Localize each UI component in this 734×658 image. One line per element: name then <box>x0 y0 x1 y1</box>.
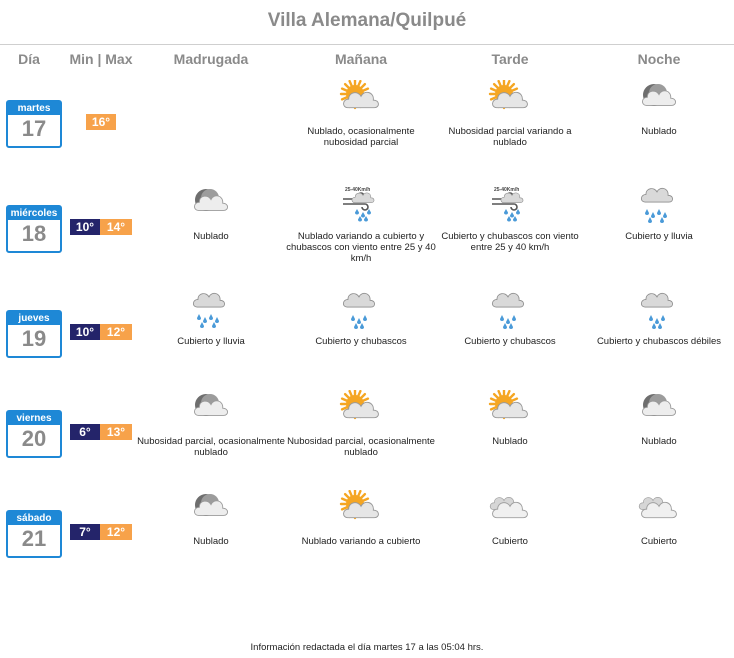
forecast-description: Cubierto y lluvia <box>625 231 693 242</box>
forecast-cell-noche <box>584 390 734 447</box>
header-min-max: Min | Max <box>69 51 133 67</box>
weekday-label: viernes <box>8 412 60 425</box>
showers-cloud-icon <box>286 290 436 330</box>
svg-text:25-40Km/h: 25-40Km/h <box>494 187 520 193</box>
forecast-cell-noche <box>584 80 734 137</box>
day-calendar <box>6 100 62 148</box>
forecast-description: Nublado variando a cubierto y chubascos con viento entre 25 y 40 km/h <box>286 231 436 264</box>
day-calendar <box>6 205 62 253</box>
forecast-description: Nublado <box>193 536 229 547</box>
day-calendar <box>6 310 62 358</box>
sun-cloud-icon <box>435 390 585 430</box>
showers-cloud-icon <box>584 290 734 330</box>
forecast-description: Nublado <box>193 231 229 242</box>
sun-cloud-icon <box>435 80 585 120</box>
moon-cloud-icon <box>584 80 734 120</box>
min-temp: 10° <box>70 219 100 235</box>
forecast-description: Nublado <box>641 436 677 447</box>
date-number: 20 <box>21 426 47 451</box>
forecast-cell-tarde <box>435 490 585 547</box>
weekday-label: martes <box>8 102 60 115</box>
min-temp: 10° <box>70 324 100 340</box>
forecast-cell-manana <box>286 185 436 264</box>
temperature-range <box>70 524 132 540</box>
forecast-description: Cubierto y chubascos con viento entre 25 y 40 km/h <box>441 231 579 253</box>
header-dia: Día <box>18 51 40 67</box>
temperature-range <box>70 114 132 130</box>
forecast-description: Cubierto y chubascos <box>464 336 556 347</box>
sun-cloud-icon <box>286 80 436 120</box>
forecast-description: Nublado, ocasionalmente nubosidad parcial <box>307 126 415 148</box>
header-tarde: Tarde <box>491 51 529 67</box>
forecast-cell-madrugada <box>136 185 286 242</box>
header-madrugada: Madrugada <box>173 51 249 67</box>
showers-cloud-icon <box>435 290 585 330</box>
max-temp: 16° <box>86 114 116 130</box>
forecast-cell-manana <box>286 490 436 547</box>
max-temp: 13° <box>100 424 132 440</box>
forecast-description: Nubosidad parcial variando a nublado <box>448 126 572 148</box>
forecast-description: Nublado <box>492 436 528 447</box>
rain-cloud-icon <box>136 290 286 330</box>
day-calendar <box>6 410 62 458</box>
forecast-cell-noche <box>584 490 734 547</box>
weekday-label: jueves <box>8 312 60 325</box>
max-temp: 12° <box>100 524 132 540</box>
cloudy-icon <box>584 490 734 530</box>
rain-cloud-icon <box>584 185 734 225</box>
svg-text:25-40Km/h: 25-40Km/h <box>345 187 371 193</box>
weekday-label: sábado <box>8 512 60 525</box>
temperature-range <box>70 219 132 235</box>
day-calendar <box>6 510 62 558</box>
forecast-cell-noche <box>584 185 734 242</box>
sun-cloud-icon <box>286 490 436 530</box>
sun-cloud-icon <box>286 390 436 430</box>
forecast-cell-noche <box>584 290 734 347</box>
wind-rain-icon <box>286 185 436 225</box>
date-number: 19 <box>21 326 47 351</box>
forecast-description: Cubierto y lluvia <box>177 336 245 347</box>
forecast-description: Nubosidad parcial, ocasionalmente nublado <box>287 436 435 458</box>
forecast-cell-manana <box>286 80 436 148</box>
header-noche: Noche <box>637 51 681 67</box>
forecast-cell-tarde <box>435 80 585 148</box>
header-divider <box>0 44 734 45</box>
date-number: 17 <box>21 116 47 141</box>
moon-cloud-icon <box>136 490 286 530</box>
forecast-cell-madrugada <box>136 490 286 547</box>
forecast-cell-tarde <box>435 185 585 253</box>
header-manana: Mañana <box>334 51 388 67</box>
weekday-label: miércoles <box>8 207 60 220</box>
max-temp: 12° <box>100 324 132 340</box>
temperature-range <box>70 424 132 440</box>
forecast-description: Nubosidad parcial, ocasionalmente nublado <box>137 436 285 458</box>
wind-rain-icon <box>435 185 585 225</box>
forecast-description: Cubierto <box>641 536 677 547</box>
moon-cloud-icon <box>584 390 734 430</box>
date-number: 18 <box>21 221 47 246</box>
min-temp: 6° <box>70 424 100 440</box>
forecast-description: Nublado <box>641 126 677 137</box>
forecast-cell-tarde <box>435 390 585 447</box>
forecast-row <box>0 510 734 610</box>
forecast-description: Nublado variando a cubierto <box>301 536 421 547</box>
moon-cloud-icon <box>136 390 286 430</box>
forecast-description: Cubierto y chubascos débiles <box>596 336 722 347</box>
temperature-range <box>70 324 132 340</box>
forecast-description: Cubierto y chubascos <box>315 336 407 347</box>
footer-info: Información redactada el día martes 17 a las 05:04 hrs. <box>250 642 484 653</box>
forecast-cell-manana <box>286 390 436 458</box>
forecast-cell-tarde <box>435 290 585 347</box>
page-title: Villa Alemana/Quilpué <box>267 10 467 31</box>
date-number: 21 <box>21 526 47 551</box>
forecast-cell-madrugada <box>136 290 286 347</box>
forecast-cell-manana <box>286 290 436 347</box>
forecast-cell-madrugada <box>136 390 286 458</box>
forecast-description: Cubierto <box>492 536 528 547</box>
min-temp: 7° <box>70 524 100 540</box>
cloudy-icon <box>435 490 585 530</box>
max-temp: 14° <box>100 219 132 235</box>
moon-cloud-icon <box>136 185 286 225</box>
